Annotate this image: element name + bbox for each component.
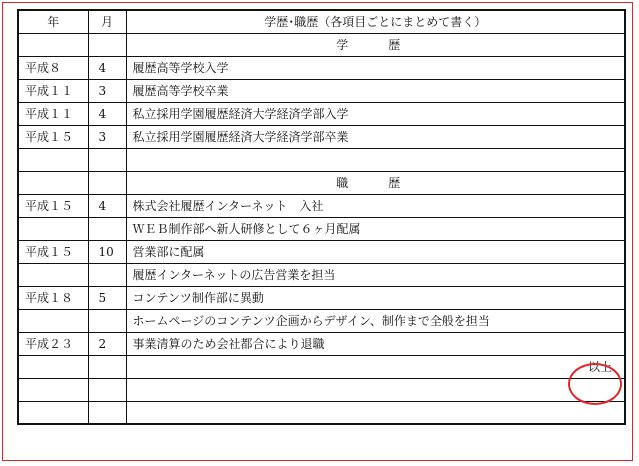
table-row bbox=[18, 148, 625, 171]
month-cell[interactable]: 3 bbox=[88, 79, 126, 102]
table-row bbox=[18, 378, 625, 401]
month-header: 月 bbox=[88, 10, 126, 33]
history-cell[interactable]: 事業清算のため会社都合により退職 bbox=[126, 332, 625, 355]
year-cell[interactable] bbox=[18, 148, 88, 171]
year-cell[interactable]: 平成１５ bbox=[18, 125, 88, 148]
month-cell[interactable] bbox=[88, 263, 126, 286]
history-cell[interactable] bbox=[126, 378, 625, 401]
month-cell[interactable] bbox=[88, 378, 126, 401]
history-cell[interactable]: 株式会社履歴インターネット 入社 bbox=[126, 194, 625, 217]
month-cell[interactable] bbox=[88, 171, 126, 194]
history-cell[interactable]: コンテンツ制作部に異動 bbox=[126, 286, 625, 309]
month-cell[interactable] bbox=[88, 148, 126, 171]
history-cell[interactable]: ＷＥＢ制作部へ新人研修として６ヶ月配属 bbox=[126, 217, 625, 240]
table-row bbox=[18, 286, 625, 309]
month-cell[interactable]: 2 bbox=[88, 332, 126, 355]
history-cell[interactable]: 履歴高等学校卒業 bbox=[126, 79, 625, 102]
month-cell[interactable]: 10 bbox=[88, 240, 126, 263]
history-cell[interactable]: 私立採用学園履歴経済大学経済学部卒業 bbox=[126, 125, 625, 148]
month-cell[interactable] bbox=[88, 217, 126, 240]
table-row bbox=[18, 56, 625, 79]
table-row bbox=[18, 102, 625, 125]
year-cell[interactable] bbox=[18, 263, 88, 286]
table-row bbox=[18, 33, 625, 56]
year-cell[interactable]: 平成１５ bbox=[18, 194, 88, 217]
table-row bbox=[18, 217, 625, 240]
table-row bbox=[18, 240, 625, 263]
table-row bbox=[18, 79, 625, 102]
table-row bbox=[18, 332, 625, 355]
closing-annotation-circle bbox=[568, 363, 622, 405]
year-cell[interactable]: 平成８ bbox=[18, 56, 88, 79]
history-cell[interactable] bbox=[126, 148, 625, 171]
history-cell[interactable] bbox=[126, 401, 625, 424]
history-header: 学歴･職歴（各項目ごとにまとめて書く） bbox=[126, 10, 625, 33]
section-heading-cell[interactable]: 職 歴 bbox=[126, 171, 625, 194]
history-cell[interactable]: 履歴インターネットの広告営業を担当 bbox=[126, 263, 625, 286]
section-heading-cell[interactable]: 学 歴 bbox=[126, 33, 625, 56]
month-cell[interactable] bbox=[88, 33, 126, 56]
history-cell[interactable]: ホームページのコンテンツ企画からデザイン、制作まで全般を担当 bbox=[126, 309, 625, 332]
year-cell[interactable] bbox=[18, 33, 88, 56]
table-row bbox=[18, 263, 625, 286]
year-cell[interactable]: 平成１１ bbox=[18, 102, 88, 125]
month-cell[interactable]: 4 bbox=[88, 194, 126, 217]
table-row bbox=[18, 125, 625, 148]
year-cell[interactable] bbox=[18, 355, 88, 378]
table-row bbox=[18, 194, 625, 217]
year-cell[interactable] bbox=[18, 378, 88, 401]
month-cell[interactable]: 3 bbox=[88, 125, 126, 148]
year-cell[interactable] bbox=[18, 217, 88, 240]
month-cell[interactable] bbox=[88, 355, 126, 378]
year-cell[interactable]: 平成２３ bbox=[18, 332, 88, 355]
history-cell[interactable]: 営業部に配属 bbox=[126, 240, 625, 263]
year-cell[interactable]: 平成１８ bbox=[18, 286, 88, 309]
month-cell[interactable] bbox=[88, 309, 126, 332]
table-row bbox=[18, 171, 625, 194]
year-cell[interactable]: 平成１５ bbox=[18, 240, 88, 263]
closing-cell[interactable]: 以上 bbox=[126, 355, 625, 378]
table-header-row bbox=[18, 10, 625, 33]
month-cell[interactable]: 5 bbox=[88, 286, 126, 309]
year-cell[interactable]: 平成１１ bbox=[18, 79, 88, 102]
table-row bbox=[18, 309, 625, 332]
table-row bbox=[18, 401, 625, 424]
history-cell[interactable]: 履歴高等学校入学 bbox=[126, 56, 625, 79]
year-header: 年 bbox=[18, 10, 88, 33]
year-cell[interactable] bbox=[18, 309, 88, 332]
month-cell[interactable]: 4 bbox=[88, 102, 126, 125]
year-cell[interactable] bbox=[18, 401, 88, 424]
month-cell[interactable]: 4 bbox=[88, 56, 126, 79]
history-cell[interactable]: 私立採用学園履歴経済大学経済学部入学 bbox=[126, 102, 625, 125]
table-row bbox=[18, 355, 625, 378]
resume-history-table bbox=[17, 9, 626, 425]
year-cell[interactable] bbox=[18, 171, 88, 194]
month-cell[interactable] bbox=[88, 401, 126, 424]
